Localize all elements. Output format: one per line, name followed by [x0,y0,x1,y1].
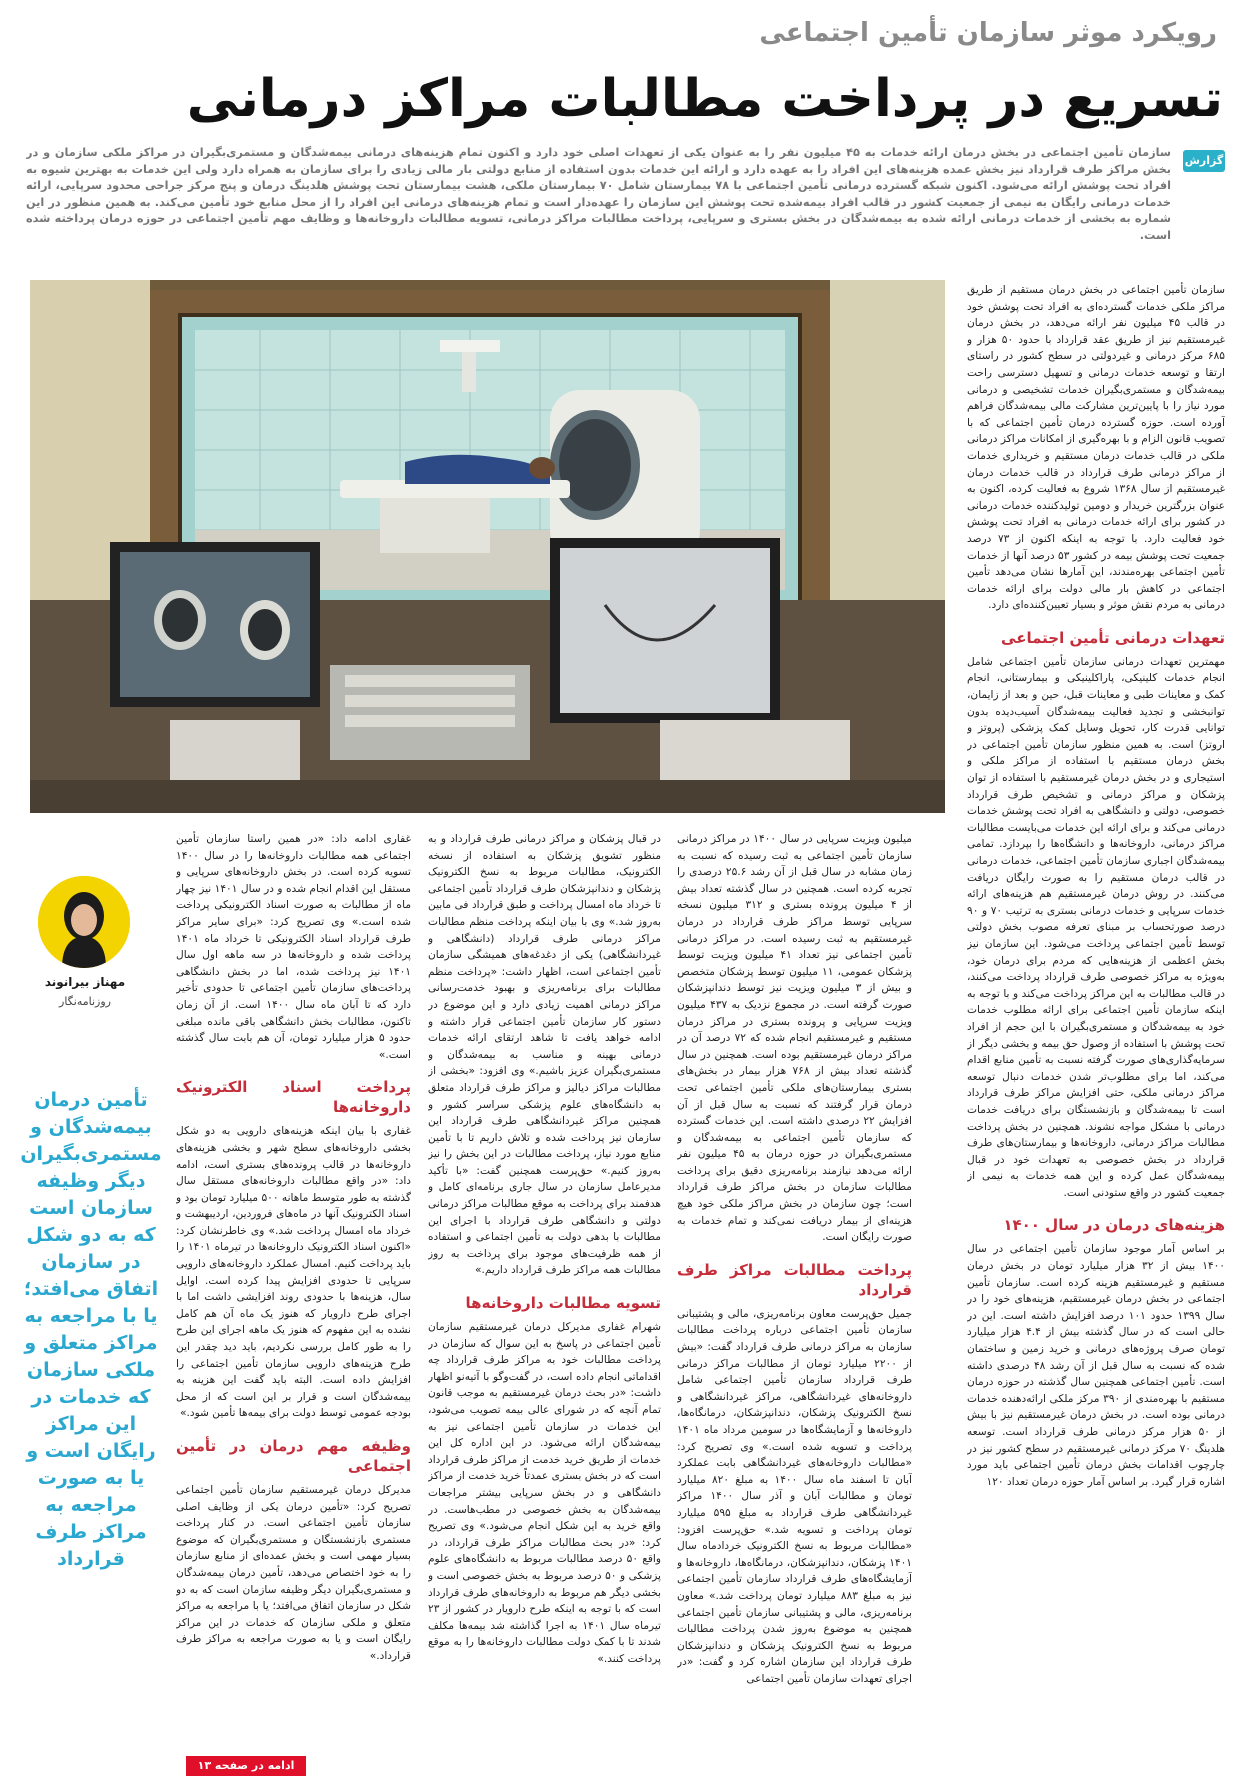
col4-paragraph-3: مدیرکل درمان غیرمستقیم سازمان تأمین اجتماعی تصریح کرد: «تأمین درمان یکی از وظایف اصلی سازمان تأمین اجتماعی است. در کنار پرداخت مستمری بازنشستگان و مستمری‌بگیران که موضوع بسیار مهمی است و بخش عمده‌ای از منابع سازمان را به خود اختصاص می‌دهد، تأمین درمان بیمه‌شدگان و مستمری‌بگیران دیگر وظیفه سازمان است که به دو شکل در سازمان اتفاق می‌افتد؛ یا با مراجعه به مراکز متعلق و ملکی سازمان که خدمات در این مراکز رایگان است و یا به صورت مراجعه به مراکز طرف قرارداد.» [176,1484,411,1662]
article-column-3 [428,831,661,1776]
subhead-treatment-obligations: تعهدات درمانی تأمین اجتماعی [1001,628,1225,647]
author-role: روزنامه‌نگار [59,995,111,1008]
article-column-4 [176,831,411,1776]
col1-paragraph-1: سازمان تأمین اجتماعی در بخش درمان مستقیم از طریق مراکز ملکی خدمات گسترده‌ای به افراد تحت پوشش خود در قالب ۴۵ میلیون نفر ارائه می‌دهد، در بخش درمان غیرمستقیم نیز از طریق عقد قرارداد با حدود ۵۰ هزار و ۶۸۵ مرکز درمانی و غیردولتی در سطح کشور در راستای ارتقا و توسعه خدمات درمانی و تسهیل دسترسی راحت بیمه‌شدگان و مستمری‌بگیران خدمات تشخیصی و درمانی مورد نیاز را با پایین‌ترین مشارکت مالی بیمه‌شدگان فراهم آورده است. حوزه گسترده درمان تأمین اجتماعی که با تصویب قانون الزام و با بهره‌گیری از امکانات مراکز درمانی ملکی در قالب خدمات درمان مستقیم و خریداری خدمات از مراکز درمانی طرف قرارداد در قالب خدمات درمان غیرمستقیم از سال ۱۳۶۸ شروع به فعالیت کرده، اکنون به عنوان بزرگترین خریدار و دومین تولیدکننده خدمات درمانی در کشور برای ارائه خدمات درمانی به افراد تحت پوشش خود فعالیت دارد. با توجه به اینکه اکنون از ۷۳ درصد جمعیت تحت پوشش بیمه در کشور ۵۳ درصد آنها از خدمات تأمین اجتماعی بهره‌مندند، این آمارها نشان می‌دهد تأمین اجتماعی در کاهش بار مالی دولت برای ارائه خدمات درمانی به مردم نقش موثر و بسیار تعیین‌کننده‌ای دارد. [967,284,1225,612]
col4-paragraph-1: غفاری ادامه داد: «در همین راستا سازمان تأمین اجتماعی همه مطالبات داروخانه‌ها را در سال ۱۴۰۰ تسویه کرده است. در بخش داروخانه‌های سرپایی و مستقل این اقدام انجام شده و در سال ۱۴۰۱ نیز چهار ماه از مطالبات به صورت اسناد الکترونیکی پرداخت شده است.» وی تصریح کرد: «برای سایر مراکز طرف قرارداد اسناد الکترونیکی تا خرداد ماه ۱۴۰۱ پرداخت شده و داروخانه‌ها در سه ماهه اول سال ۱۴۰۱ نیز پرداخت شده، اما در بخش دانشگاهی پرداخت‌های سازمان تأمین اجتماعی تا حدودی تأخیر دارد که تا آبان ماه سال ۱۴۰۰ است. از آن زمان تاکنون، مطالبات بخش دانشگاهی باقی مانده مبلغی حدود ۵ هزار میلیارد تومان، آن هم بابت سال گذشته است.» [176,833,411,1061]
author-portrait-icon [38,876,130,968]
ct-scanner-photo [30,280,945,813]
article-column-2 [677,831,912,1776]
col4-paragraph-2: غفاری با بیان اینکه هزینه‌های دارویی به دو شکل بخشی داروخانه‌های سطح شهر و بخشی هزینه‌های داروخانه‌ها در قالب پرونده‌های بستری است، ادامه داد: «در واقع مطالبات داروخانه‌های مستقل سال گذشته به طور متوسط ماهانه ۵۰۰ میلیارد تومان بود و اسناد الکترونیک آنها در ماه‌های فروردین، اردیبهشت و خرداد ماه امسال پرداخت شد.» وی خاطرنشان کرد: «اکنون اسناد الکترونیک داروخانه‌ها در تیرماه ۱۴۰۱ را باید پرداخت کنیم. امسال عملکرد داروخانه‌های دارویی سرپایی تا حدودی افزایش پیدا کرده است. اوایل سال، هزینه‌ها با حدودی روند افزایشی داشت اما با اجرای طرح دارویار که هنوز یک ماه آن هم کامل نشده به این مفهوم که هنوز یک ماهه اجرای این طرح را به طور کامل بررسی نکردیم، باید دید چقدر این طرح هزینه‌های دارویی سازمان تأمین اجتماعی را افزایش داده است. البته باید گفت این هزینه به بیمه‌شدگان است و قرار بر این است که از محل بودجه عمومی توسط دولت برای بیمه‌ها تأمین شود.» [176,1125,411,1420]
subhead-important-duty: وظیفه مهم درمان در تأمین اجتماعی [176,1437,411,1475]
pull-quote: تأمین درمان بیمه‌شدگان و مستمری‌بگیران دیگر وظیفه سازمان است که به دو شکل در سازمان اتفاق می‌افتد؛ یا با مراجعه به مراکز متعلق و ملکی سازمان که خدمات در این مراکز رایگان است و یا به صورت مراجعه به مراکز طرف قرارداد [20,1089,162,1570]
col1-paragraph-3: بر اساس آمار موجود سازمان تأمین اجتماعی در سال ۱۴۰۰ بیش از ۳۲ هزار میلیارد تومان در بخش درمان مستقیم و غیرمستقیم هزینه کرده است. سازمان تأمین اجتماعی در بخش درمان غیرمستقیم، هزینه‌های خود را در سال ۱۳۹۹ حدود ۱۰۱ درصد افزایش داشته است. این در حالی است که در سال گذشته بیش از ۴.۴ هزار میلیارد تومان صرف پروژه‌های درمانی و خرید زمین و ساختمان شده که نسبت به سال قبل از آن رشد ۴۸ درصدی داشته است. تأمین اجتماعی همچنین سال گذشته در حوزه درمان مستقیم با بهره‌مندی از ۳۹۰ مرکز ملکی ارائه‌دهنده خدمات درمانی بوده است. در بخش درمان غیرمستقیم نیز با بیش از ۵۰ هزار مرکز درمانی طرف قرارداد است. توسعه هلدینگ ۷۰ مرکز درمانی غیرمستقیم در سطح کشور نیز در چارچوب اقدامات بخش درمان تأمین اجتماعی باید مورد اشاره قرار گیرد. بر اساس آمار حوزه درمان تعداد ۱۲۰ [967,1243,1225,1488]
col3-paragraph-1: در قبال پزشکان و مراکز درمانی طرف قرارداد و به منظور تشویق پزشکان به استفاده از نسخه الکترونیک، مطالبات مربوط به نسخ الکترونیک پزشکان و دندانپزشکان طرف قرارداد تأمین اجتماعی تا خرداد ماه امسال پرداخت و طبق قرارداد فی مابین به‌روز شد.» وی با بیان اینکه پرداخت منظم مطالبات مراکز درمانی طرف قرارداد (دانشگاهی و غیردانشگاهی) یکی از دغدغه‌های همیشگی سازمان تأمین اجتماعی است، اظهار داشت: «پرداخت منظم مطالبات برای برنامه‌ریزی و بهبود خدمت‌رسانی مراکز درمانی اهمیت زیادی دارد و این موضوع در دستور کار سازمان تأمین اجتماعی قرار داشته و ادامه خواهد یافت تا شاهد ارتقای ارائه خدمات درمانی بهینه و مناسب به بیمه‌شدگان و مستمری‌بگیران عزیز باشیم.» وی افزود: «بخشی از مطالبات مراکز دیالیز و مراکز طرف قرارداد متعلق به دانشگاه‌های علوم پزشکی سراسر کشور و همچنین مراکز غیردانشگاهی طرف قرارداد این سازمان نیز پرداخت شده و تلاش داریم تا با تأمین منابع مورد نیاز، پرداخت مطالبات در این بخش را نیز به‌روز کنیم.» حق‌پرست همچنین گفت: «با تأکید مدیرعامل سازمان در سال جاری برنامه‌ای کامل و هدفمند برای پرداخت به موقع مطالبات مراکز درمانی دولتی و دانشگاهی طرف قرارداد با اجرای این مطالبات با بدهی دولت به تأمین اجتماعی و استفاده از همه ظرفیت‌های موجود برای پرداخت به روز مطالبات همه مراکز طرف قرارداد داریم.» [428,833,661,1277]
col1-paragraph-2: مهمترین تعهدات درمانی سازمان تأمین اجتماعی شامل انجام خدمات کلینیکی، پاراکلینیکی و بیمارستانی، انجام کمک و معاینات طبی و معاینات قبل، حین و بعد از زایمان، توانبخشی و تجدید فعالیت بیمه‌شدگان آسیب‌دیده بدون توانایی قدرت کار، تحویل وسایل کمک پزشکی (پروتز و اروتز) است. به همین منظور سازمان تأمین اجتماعی در بخش درمان مستقیم با استفاده از مراکز ملکی و استیجاری و در بخش درمان غیرمستقیم با استفاده از توان پزشکان و مراکز درمانی و تشخیص طرف قرارداد خصوصی، دولتی و دانشگاهی به افراد تحت پوشش خدمات درمانی می‌کند و برای ارائه این خدمات می‌بایست مطالبات مراکز درمانی، داروخانه‌ها و دانشگاه‌ها را بپردازد. تمامی بیمه‌شدگان اجباری سازمان تأمین اجتماعی، خدمات درمانی در قالب درمان مستقیم را به صورت رایگان دریافت می‌کنند. در روش درمان غیرمستقیم هم هزینه‌های ارائه خدمات سرپایی و خدمات درمانی بستری به ترتیب ۷۰ و ۹۰ درصد صورتحساب بر مبنای تعرفه مصوب بخش دولتی توسط تأمین اجتماعی پرداخت می‌شود. این سازمان نیز بخش اعظمی از هزینه‌هایی که مردم برای درمان خود، به‌ویژه به مراکز خصوصی طرف قرارداد پرداخت می‌کنند، در قالب مطالبات به این مراکز پرداخت می‌کند و با توجه به اینکه سازمان تأمین اجتماعی برای ارائه مطلوب خدمات خود به بیمه‌شدگان و مستمری‌بگیران با این حجم از افراد تحت پوشش با استفاده از وصول حق بیمه و بخشی دیگر از سرمایه‌گذاری‌های صورت گرفته نسبت به تأمین منابع اقدام می‌کند، اما برای مطلوب‌تر شدن خدمات دنبال توسعه مراکز درمانی ملکی، حتی افزایش مراکز طرف قرارداد است تا بیمه‌شدگان و بازنشستگان برای دریافت خدمات درمانی با مشکل مواجه نشوند. همچنین در بخش پرداخت مطالبات مراکز درمانی، داروخانه‌ها و بیمارستان‌های طرف قرارداد در بخش خصوصی به تعهدات خود در قبال بیمه‌شدگان عمل کرده و این همه خدمات به نیمی از جمعیت کشور در واقع ستودنی است. [967,655,1225,1199]
lead-paragraph: سازمان تأمین اجتماعی در بخش درمان ارائه خدمات به ۴۵ میلیون نفر را به عنوان یکی از تعهدات اصلی خود دارد و اکنون تمام هزینه‌های درمانی بیمه‌شدگان و مستمری‌بگیران در مراکز ملکی سازمان و در بخش مراکز طرف قرارداد نیز بخش عمده هزینه‌های این افراد را به عهده دارد و ارائه این خدمات بدون استفاده از منابع دولتی بار مالی زیادی را برای سازمان به همراه دارد ولی این خدمات به بهترین شیوه به افراد تحت پوشش ارائه می‌شود. اکنون شبکه گسترده درمانی تأمین اجتماعی با ۷۸ بیمارستان شامل ۷۰ بیمارستان ملکی، هشت بیمارستان تحت پوشش هلدینگ درمان و پنج مرکز جراحی محدود سرپایی، ارائه خدمات درمانی رایگان به نیمی از جمعیت کشور در قالب افراد بیمه‌شده تحت پوشش این سازمان را عهده‌دار است و تمام هزینه‌های درمانی این افراد را از محل منابع خود تأمین می‌کند. به همین منظور در این شماره به بخشی از خدمات درمانی ارائه شده به بیمه‌شدگان در بخش بستری و سرپایی، پرداخت مطالبات مراکز درمانی، تسویه مطالبات داروخانه‌ها و وظایف مهم تأمین اجتماعی در حوزه درمان پرداخته شده است. [26,146,1171,242]
author-name: مهناز بیرانوند [44,975,126,989]
subhead-electronic-documents: پرداخت اسناد الکترونیک داروخانه‌ها [176,1078,411,1117]
subhead-costs-1400: هزینه‌های درمان در سال ۱۴۰۰ [1003,1216,1225,1235]
article-column-1 [967,282,1225,1770]
col2-paragraph-2: جمیل حق‌پرست معاون برنامه‌ریزی، مالی و پشتیبانی سازمان تأمین اجتماعی درباره پرداخت مطالبات سازمان به مراکز درمانی طرف قرارداد گفت: «بیش از ۲۲۰۰ میلیارد تومان از مطالبات مراکز درمانی طرف قرارداد سازمان تأمین اجتماعی شامل داروخانه‌های غیردانشگاهی، مراکز غیردانشگاهی و نسخ الکترونیک پزشکان، دندانپزشکان، درمانگاه‌ها، داروخانه‌ها و آزمایشگاه‌ها در سومین مرداد ماه ۱۴۰۱ پرداخت و تسویه شده است.» وی تصریح کرد: «مطالبات داروخانه‌های غیردانشگاهی بابت عملکرد آبان تا اسفند ماه سال ۱۴۰۰ به مبلغ ۸۲۰ میلیارد تومان و مطالبات آبان و آذر سال ۱۴۰۰ مراکز غیردانشگاهی طرف قرارداد به مبلغ ۵۹۵ میلیارد تومان پرداخت و تسویه شد.» حق‌پرست افزود: «مطالبات مربوط به نسخ الکترونیک خردادماه سال ۱۴۰۱ پزشکان، دندانپزشکان، درمانگاه‌ها، داروخانه‌ها و آزمایشگاه‌های طرف قرارداد سازمان تأمین اجتماعی نیز به مبلغ ۸۸۳ میلیارد تومان پرداخت شد.» معاون برنامه‌ریزی، مالی و پشتیبانی سازمان تأمین اجتماعی همچنین به موضوع به‌روز شدن پرداخت مطالبات مربوط به نسخ الکترونیک پزشکان و دندانپزشکان طرف قرارداد این سازمان اشاره کرد و گفت: «در اجرای تعهدات سازمان تأمین اجتماعی [677,1307,912,1685]
author-avatar [38,876,130,968]
subhead-pharmacy-settlement: تسویه مطالبات داروخانه‌ها [465,1294,661,1313]
subhead-contract-centers-payment: پرداخت مطالبات مراکز طرف قرارداد [677,1260,912,1299]
headline: تسریع در پرداخت مطالبات مراکز درمانی [186,69,1223,129]
kicker: رویکرد موثر سازمان تأمین اجتماعی [759,18,1217,48]
section-badge: گزارش [1183,150,1225,172]
col3-paragraph-2: شهرام غفاری مدیرکل درمان غیرمستقیم سازمان تأمین اجتماعی در پاسخ به این سوال که سازمان در پرداخت مطالبات خود به مراکز طرف قرارداد چه اقداماتی انجام داده است، در گفت‌وگو با آتیه‌نو اظهار داشت: «در بحث درمان غیرمستقیم به موجب قانون تمام آنچه که در شورای عالی بیمه تصویب می‌شود، این خدمات در سازمان تأمین اجتماعی نیز به بیمه‌شدگان ارائه می‌شود. در این اداره کل این خدمات از طریق خرید خدمت از مراکز طرف قرارداد است که در بخش بستری عمدتاً خرید خدمت از مراکز دانشگاهی و در بخش سرپایی بیشتر مراجعات بیمه‌شدگان به بخش خصوصی در مطب‌هاست. در واقع خرید به این شکل انجام می‌شود.» وی تصریح کرد: «در بحث مطالبات مراکز طرف قرارداد، در واقع ۵۰ درصد مطالبات مربوط به دانشگاه‌های علوم پزشکی و ۵۰ درصد مربوط به بخش خصوصی است و بخشی دیگر هم مربوط به داروخانه‌های طرف قرارداد است که با توجه به اینکه طرح دارویار در کشور از ۲۳ تیرماه سال ۱۴۰۱ به اجرا گذاشته شد بیمه‌ها مکلف شدند تا با کمک دولت مطالبات داروخانه‌ها را به موقع پرداخت کنند.» [428,1321,661,1665]
ct-scanner-illustration [30,280,945,813]
col2-paragraph-1: میلیون ویزیت سرپایی در سال ۱۴۰۰ در مراکز درمانی سازمان تأمین اجتماعی به ثبت رسیده که نسبت به زمان مشابه در سال قبل از آن رشد ۲۵.۶ درصدی را تجربه کرده است. همچنین در سال گذشته تعداد بیش از ۴ میلیون پرونده بستری و ۳۱۲ میلیون نسخه سرپایی توسط مراکز طرف قرارداد در درمان غیرمستقیم به ثبت رسیده است. در مراکز درمانی تأمین اجتماعی نیز تعداد ۴۱ میلیون ویزیت توسط پزشکان عمومی، ۱۱ میلیون توسط پزشکان متخصص و بیش از ۳ میلیون ویزیت نیز توسط دندانپزشکان صورت گرفته است. در مجموع نزدیک به ۴۳۷ میلیون ویزیت سرپایی و پرونده بستری در مراکز درمان مستقیم و غیرمستقیم انجام شده که ۷۲ درصد آن در مراکز درمان غیرمستقیم بوده است. همچنین در سال گذشته تعداد بیش از ۷۶۸ هزار بیمار در بخش‌های بستری بیمارستان‌های ملکی تأمین اجتماعی تحت درمان قرار گرفتند که نسبت به سال قبل از آن افزایش ۲۲ درصدی داشته است. این خدمات گسترده که سازمان تأمین اجتماعی به بیمه‌شدگان و مستمری‌بگیران در حوزه درمان به ۴۵ میلیون نفر ارائه می‌دهد نیازمند برنامه‌ریزی دقیق برای پرداخت مطالبات سازمان در بخش مراکز طرف قرارداد است؛ چون سازمان در بخش مراکز ملکی خود هیچ هزینه‌ای از بیمار دریافت نمی‌کند و تمام خدمات به صورت رایگان است. [677,833,912,1244]
continued-on-page-link[interactable]: ادامه در صفحه ۱۳ [186,1756,306,1776]
